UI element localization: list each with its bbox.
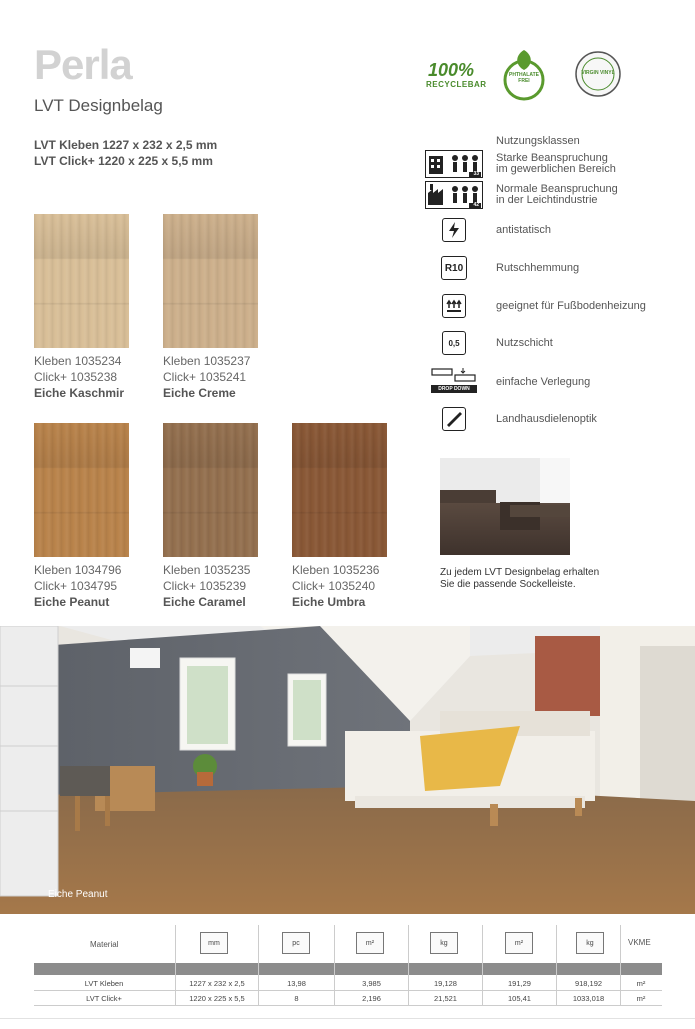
swatch-eiche-creme <box>163 214 258 348</box>
row1-material: LVT Kleben <box>84 979 124 988</box>
kg-per-box-icon: kg <box>430 932 458 954</box>
drop-down-label: DROP DOWN <box>431 385 477 393</box>
sqm-per-box-icon: m² <box>356 932 384 954</box>
row2-kg: 21,521 <box>434 994 457 1003</box>
material-column-header: Material <box>90 940 119 949</box>
page-footer-line <box>0 1018 695 1029</box>
usage-classes-heading: Nutzungsklassen <box>496 135 580 147</box>
plank-look-icon <box>442 407 466 431</box>
kleben-code: Kleben 1035235 <box>163 563 251 577</box>
row2-kg-pallet: 1033,018 <box>572 994 605 1003</box>
install-label: einfache Verlegung <box>496 376 591 388</box>
click-code: Click+ 1035239 <box>163 579 247 593</box>
row1-kg-pallet: 918,192 <box>574 979 603 988</box>
class-42-label: 42 <box>473 202 479 208</box>
click-code: Click+ 1034795 <box>34 579 118 593</box>
antistatic-icon <box>442 218 466 242</box>
table-separator-band <box>34 963 662 975</box>
click-code: Click+ 1035238 <box>34 370 118 384</box>
class-industry-text <box>496 184 618 206</box>
swatch-label <box>292 562 379 610</box>
class-industry-line2: in der Leichtindustrie <box>496 194 598 206</box>
class-commercial-line2: im gewerblichen Bereich <box>496 163 616 175</box>
room-photo <box>0 626 695 914</box>
skirting-note-line2: Sie die passende Sockelleiste. <box>440 579 576 590</box>
skirting-board-image <box>440 458 570 555</box>
class-33-label: 33 <box>473 171 479 177</box>
row1-m2: 3,985 <box>362 979 381 988</box>
drop-down-icon <box>431 367 477 393</box>
recyclable-badge <box>426 60 487 102</box>
slip-label: Rutschhemmung <box>496 262 580 274</box>
phthalate-line2: FREI <box>518 78 530 84</box>
decor-name: Eiche Creme <box>163 386 236 400</box>
row2-pc: 8 <box>294 994 299 1003</box>
underfloor-heating-icon <box>442 294 466 318</box>
spec-click: LVT Click+ 1220 x 225 x 5,5 mm <box>34 154 213 168</box>
pieces-per-box-icon: pc <box>282 932 310 954</box>
dimensions-icon: mm <box>200 932 228 954</box>
swatch-eiche-umbra <box>292 423 387 557</box>
swatch-eiche-caramel <box>163 423 258 557</box>
row2-unit: m² <box>636 994 646 1003</box>
page-subtitle: LVT Designbelag <box>34 96 163 115</box>
swatch-label <box>34 562 121 610</box>
sqm-per-pallet-icon: m² <box>505 932 533 954</box>
plank-icon-wrap <box>425 405 483 433</box>
row2-size: 1220 x 225 x 5,5 <box>189 994 245 1003</box>
class-commercial-text <box>496 153 616 175</box>
swatch-label <box>163 562 250 610</box>
recyclable-label: RECYCLEBAR <box>426 80 487 89</box>
row1-unit: m² <box>636 979 646 988</box>
recyclable-percent: 100% <box>427 60 475 80</box>
page-title: Perla <box>34 41 132 88</box>
decor-name: Eiche Caramel <box>163 595 246 609</box>
wear-layer-value: 0,5 <box>448 338 460 348</box>
phthalate-free-badge <box>502 48 546 102</box>
skirting-note-line1: Zu jedem LVT Designbelag erhalten <box>440 567 600 578</box>
kg-per-pallet-icon: kg <box>576 932 604 954</box>
virgin-vinyl-badge <box>574 50 622 98</box>
wear-icon-wrap <box>425 329 483 357</box>
room-caption: Eiche Peanut <box>48 889 108 900</box>
row1-size: 1227 x 232 x 2,5 <box>189 979 245 988</box>
wear-label: Nutzschicht <box>496 337 553 349</box>
swatch-eiche-kaschmir <box>34 214 129 348</box>
swatch-label <box>163 353 250 401</box>
wear-layer-icon <box>442 331 466 355</box>
slip-icon-wrap <box>425 254 483 282</box>
class-commercial-line1: Starke Beanspruchung <box>496 152 608 164</box>
decor-name: Eiche Umbra <box>292 595 366 609</box>
plank-label: Landhausdielenoptik <box>496 413 597 425</box>
row1-kg: 19,128 <box>434 979 457 988</box>
row2-material: LVT Click+ <box>86 994 122 1003</box>
skirting-note <box>440 567 599 591</box>
kleben-code: Kleben 1034796 <box>34 563 122 577</box>
virgin-vinyl-label: VIRGIN VINYL <box>581 70 615 76</box>
antistatic-label: antistatisch <box>496 224 552 236</box>
kleben-code: Kleben 1035237 <box>163 354 251 368</box>
row2-m2: 2,196 <box>362 994 381 1003</box>
decor-name: Eiche Peanut <box>34 595 110 609</box>
industry-class-icon <box>425 181 483 209</box>
spec-kleben: LVT Kleben 1227 x 232 x 2,5 mm <box>34 138 218 152</box>
heating-icon-wrap <box>425 292 483 320</box>
swatch-label <box>34 353 124 401</box>
class-industry-line1: Normale Beanspruchung <box>496 183 618 195</box>
phthalate-line1: PHTHALATE <box>509 72 539 78</box>
install-icon-wrap <box>425 366 483 394</box>
kleben-code: Kleben 1035236 <box>292 563 380 577</box>
kleben-code: Kleben 1035234 <box>34 354 122 368</box>
vkme-column-header: VKME <box>628 938 651 947</box>
slip-resistance-icon: R10 <box>441 256 467 280</box>
product-specs <box>34 137 217 169</box>
heating-label: geeignet für Fußbodenheizung <box>496 300 646 312</box>
click-code: Click+ 1035241 <box>163 370 247 384</box>
row1-m2-pallet: 191,29 <box>508 979 531 988</box>
row2-m2-pallet: 105,41 <box>508 994 531 1003</box>
swatch-eiche-peanut <box>34 423 129 557</box>
click-code: Click+ 1035240 <box>292 579 376 593</box>
decor-name: Eiche Kaschmir <box>34 386 125 400</box>
row1-pc: 13,98 <box>287 979 306 988</box>
commercial-class-icon <box>425 150 483 178</box>
antistatic-icon-wrap <box>425 216 483 244</box>
